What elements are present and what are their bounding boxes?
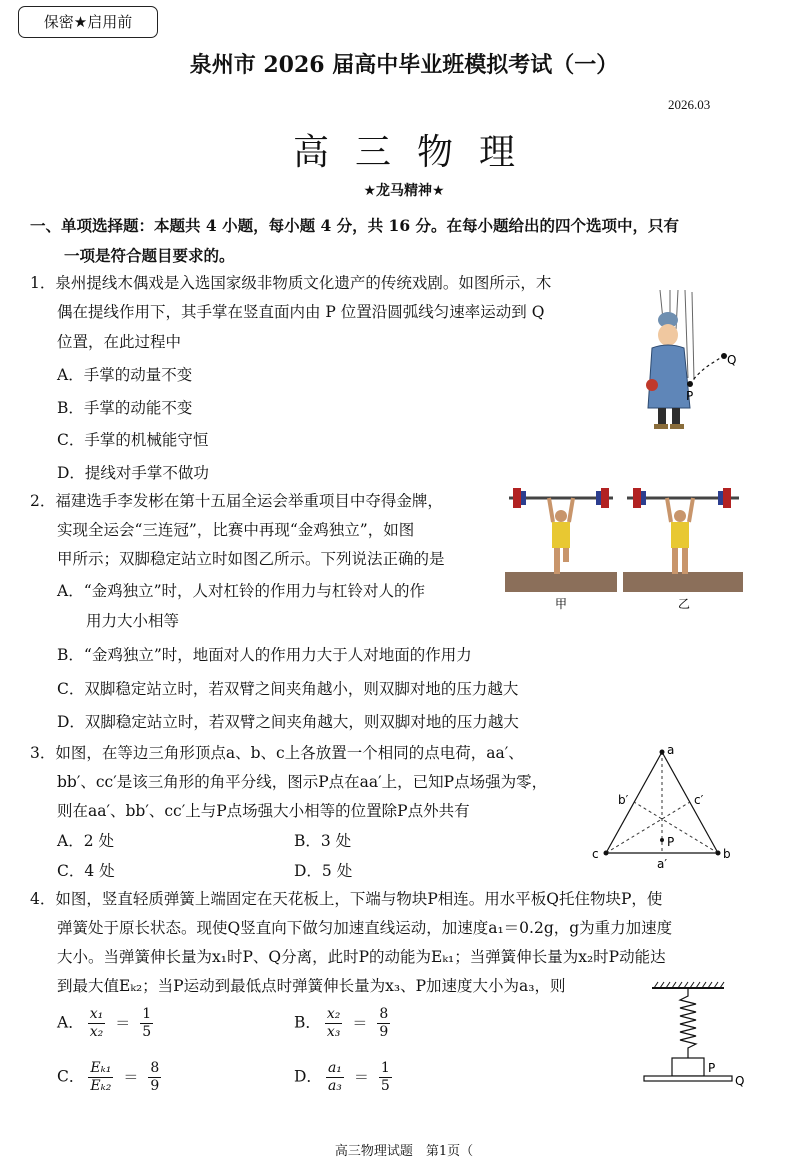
section-heading-line1: 一、单项选择题：本题共 4 小题，每小题 4 分，共 16 分。在每小题给出的四个选项中，只有 <box>30 216 680 235</box>
confidential-badge: 保密★启用前 <box>18 6 158 38</box>
q2-stem-line1: 2．福建选手李发彬在第十五届全运会举重项目中夺得金牌， <box>30 492 443 510</box>
q2-option-a-line1: A．“金鸡独立”时，人对杠铃的作用力与杠铃对人的作 <box>57 582 426 600</box>
section-heading <box>30 211 760 271</box>
q3-fig-label-a: a <box>667 743 675 757</box>
subject-title: 高三物理 <box>292 132 541 173</box>
q1-stem-line3: 位置，在此过程中 <box>57 333 182 351</box>
q3-stem-line2: bb′、cc′是该三角形的角平分线，图示P点在aa′上，已知P点场强为零， <box>57 773 548 791</box>
q3-fig-label-c-prime: c′ <box>694 793 704 807</box>
q4-stem-line1: 4．如图，竖直轻质弹簧上端固定在天花板上，下端与物块P相连。用水平板Q托住物块P，使 <box>30 890 663 908</box>
q3-stem-line3: 则在aa′、bb′、cc′上与P点场强大小相等的位置除P点外共有 <box>57 802 470 820</box>
q2-weightlifting-figures <box>505 480 745 615</box>
q2-option-d: D．双脚稳定站立时，若双臂之间夹角越大，则双脚对地的压力越大 <box>57 713 519 731</box>
section-heading-line2: 一项是符合题目要求的。 <box>64 246 235 265</box>
q2-fig-label-right: 乙 <box>678 597 691 611</box>
page-footer: 高三物理试题 第1页（ <box>334 1144 474 1159</box>
q3-fig-label-a-prime: a′ <box>657 857 668 870</box>
q3-option-c: C．4 处 <box>57 862 115 880</box>
q4-stem-line2: 弹簧处于原长状态。现使Q竖直向下做匀加速直线运动，加速度a₁＝0.2g，g为重力加速度 <box>57 919 673 937</box>
q1-stem-line1: 1．泉州提线木偶戏是入选国家级非物质文化遗产的传统戏剧。如图所示，木 <box>30 274 552 292</box>
q2-fig-label-left: 甲 <box>555 597 568 611</box>
q1-fig-label-p: P <box>686 389 694 403</box>
q4-stem-line4: 到最大值Eₖ₂；当P运动到最低点时弹簧伸长量为x₃、P加速度大小为a₃，则 <box>57 977 566 995</box>
q4-fig-label-p: P <box>708 1061 716 1075</box>
q2-option-b: B．“金鸡独立”时，地面对人的作用力大于人对地面的作用力 <box>57 646 472 664</box>
q3-fig-label-c: c <box>592 847 599 861</box>
q4-spring-figure <box>638 980 750 1090</box>
q3-triangle-figure <box>590 740 740 870</box>
q4-option-d: D． $\frac{\text{a₁}}{\text{a₃}}$ ＝ $\frac{1}{5}$ <box>294 1060 390 1094</box>
q4-stem-line3: 大小。当弹簧伸长量为x₁时P、Q分离，此时P的动能为Eₖ₁；当弹簧伸长量为x₂时P动能达 <box>57 948 666 966</box>
q1-option-c: C．手掌的机械能守恒 <box>57 431 209 449</box>
q2-stem-line2: 实现全运会“三连冠”，比赛中再现“金鸡独立”，如图 <box>57 521 415 539</box>
q4-fig-label-q: Q <box>735 1074 745 1088</box>
q2-stem-line3: 甲所示；双脚稳定站立时如图乙所示。下列说法正确的是 <box>57 550 445 568</box>
q3-fig-label-b-prime: b′ <box>618 793 629 807</box>
q2-option-a-line2: 用力大小相等 <box>86 612 180 630</box>
q4-option-b: B． $\frac{\text{x₂}}{\text{x₃}}$ ＝ $\frac{8}{9}$ <box>294 1006 389 1040</box>
q1-option-a: A．手掌的动量不变 <box>57 366 193 384</box>
q3-fig-label-b: b <box>723 847 731 861</box>
q3-option-d: D．5 处 <box>294 862 353 880</box>
q3-stem-line1: 3．如图，在等边三角形顶点a、b、c上各放置一个相同的点电荷，aa′、 <box>30 744 524 762</box>
exam-date: 2026.03 <box>668 97 711 112</box>
q1-option-d: D．提线对手掌不做功 <box>57 464 209 482</box>
exam-title: 泉州市 2026 届高中毕业班模拟考试（一） <box>189 52 619 78</box>
q3-fig-label-p: P <box>667 835 675 849</box>
q1-puppet-figure <box>630 290 742 435</box>
q2-option-c: C．双脚稳定站立时，若双臂之间夹角越小，则双脚对地的压力越大 <box>57 680 519 698</box>
q4-option-c: C． $\frac{\text{Eₖ₁}}{\text{Eₖ₂}}$ ＝ $\frac{8}{9}$ <box>57 1060 160 1094</box>
q3-option-b: B．3 处 <box>294 832 352 850</box>
q3-option-a: A．2 处 <box>57 832 114 850</box>
q1-fig-label-q: Q <box>727 353 737 367</box>
q4-option-a: A． $\frac{\text{x₁}}{\text{x₂}}$ ＝ $\frac{1}{5}$ <box>57 1006 152 1040</box>
q1-stem-line2: 偶在提线作用下，其手掌在竖直面内由 P 位置沿圆弧线匀速率运动到 Q <box>57 303 545 321</box>
q1-option-b: B．手掌的动能不变 <box>57 399 193 417</box>
motto: ★龙马精神★ <box>363 183 445 199</box>
